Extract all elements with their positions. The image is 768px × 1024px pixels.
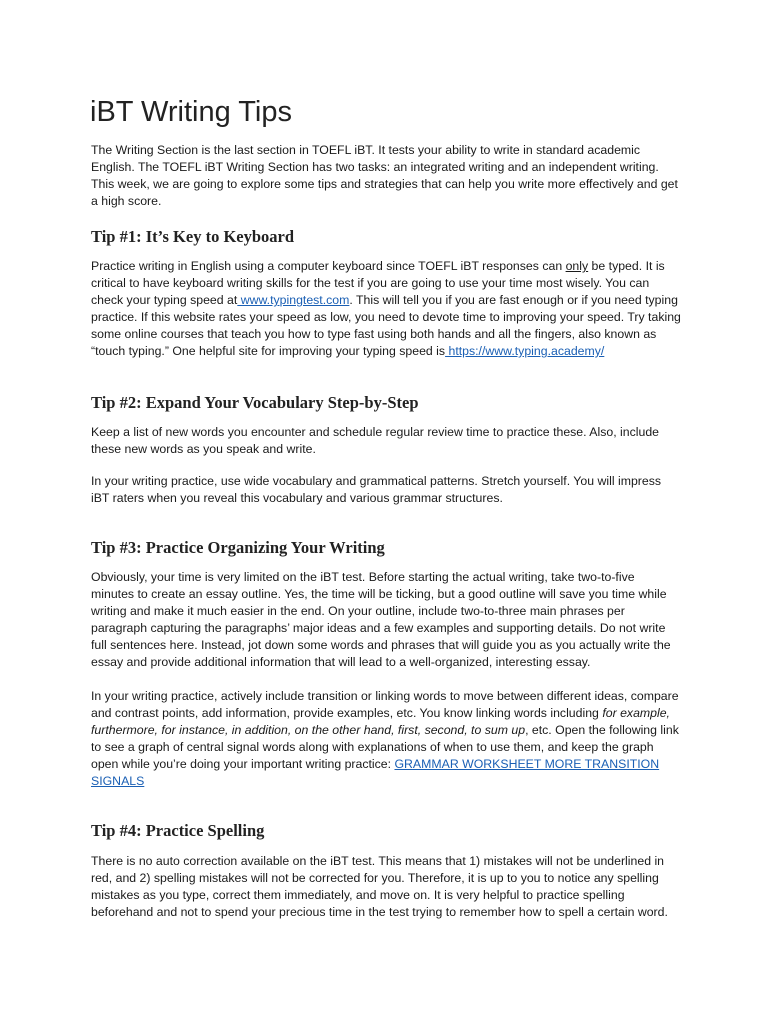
tip1-emphasis: only	[565, 259, 589, 273]
intro-paragraph: The Writing Section is the last section in TOEFL iBT. It tests your ability to write in standard academic English. The TOEFL iBT Writing Section has two tasks: an integrated writing and an independent writing. This week, we are going to explore some tips and strategies that can help you write more effectively and get a high score.	[91, 143, 678, 208]
tip2-paragraph-2: In your writing practice, use wide vocabulary and grammatical patterns. Stretch yourself. You will impress iBT raters when you reveal this vocabulary and various grammar structures.	[91, 474, 662, 505]
tip1-text-a: Practice writing in English using a computer keyboard since TOEFL iBT responses can	[91, 259, 566, 273]
typing-academy-link[interactable]: https://www.typing.academy/	[445, 344, 605, 358]
tip3-paragraph-1: Obviously, your time is very limited on the iBT test. Before starting the actual writing, take two-to-five minutes to create an essay outline. Yes, the time will be ticking, but a good outline will save you time while writing and make it much easier in the end. On your outline, include two-to-three main phrases per paragraph capturing the paragraphs’ major ideas and a few examples and supporting details. Do not write full sentences here. Instead, jot down some words and phrases that will guide you as you actually write the essay and provide additional information that will lead to a well-organized, interesting essay.	[91, 570, 671, 669]
tip3-heading: Tip #3: Practice Organizing Your Writing	[91, 538, 385, 557]
tip3-paragraph-2	[91, 688, 681, 790]
tip1-heading: Tip #1: It’s Key to Keyboard	[91, 227, 295, 246]
grammar-worksheet-link[interactable]: GRAMMAR WORKSHEET MORE TRANSITION SIGNALS	[91, 757, 660, 788]
tip1-text-c: . This will tell you if you are fast enough or if you need typing practice. If this website rates your speed as low, you need to devote time to improving your speed. Try taking some online courses that teach you how to type fast using both hands and all the fingers, also known as “touch typing.” One helpful site for improving your typing speed is	[91, 293, 681, 358]
page-title: iBT Writing Tips	[90, 96, 292, 128]
linking-words-examples: for example, furthermore, for instance, in addition, on the other hand, first, second, to sum up	[91, 706, 670, 737]
tip1-paragraph	[91, 258, 681, 360]
tip3-text-b: , etc. Open the following link to see a graph of central signal words along with explanations of when to use them, and keep the graph open while you’re doing your important writing practice:	[91, 723, 679, 771]
tip4-heading: Tip #4: Practice Spelling	[91, 821, 265, 840]
tip3-text-a: In your writing practice, actively include transition or linking words to move between different ideas, compare and contrast points, add information, provide examples, etc. You know linking words including	[91, 689, 679, 720]
tip2-paragraph-1: Keep a list of new words you encounter and schedule regular review time to practice these. Also, include these new words as you speak and write.	[91, 425, 660, 456]
typingtest-link[interactable]: www.typingtest.com	[237, 293, 350, 307]
tip4-paragraph: There is no auto correction available on the iBT test. This means that 1) mistakes will not be underlined in red, and 2) spelling mistakes will not be corrected for you. Therefore, it is up to you to notice any spelling mistakes as you type, correct them immediately, and move on. It is very helpful to practice spelling beforehand and not to spend your precious time in the test trying to remember how to spell a certain word.	[91, 854, 668, 919]
tip2-heading: Tip #2: Expand Your Vocabulary Step-by-Step	[91, 393, 419, 412]
tip1-text-b: be typed. It is critical to have keyboard writing skills for the test if you are going to use your time most wisely. You can check your typing speed at	[91, 259, 665, 307]
